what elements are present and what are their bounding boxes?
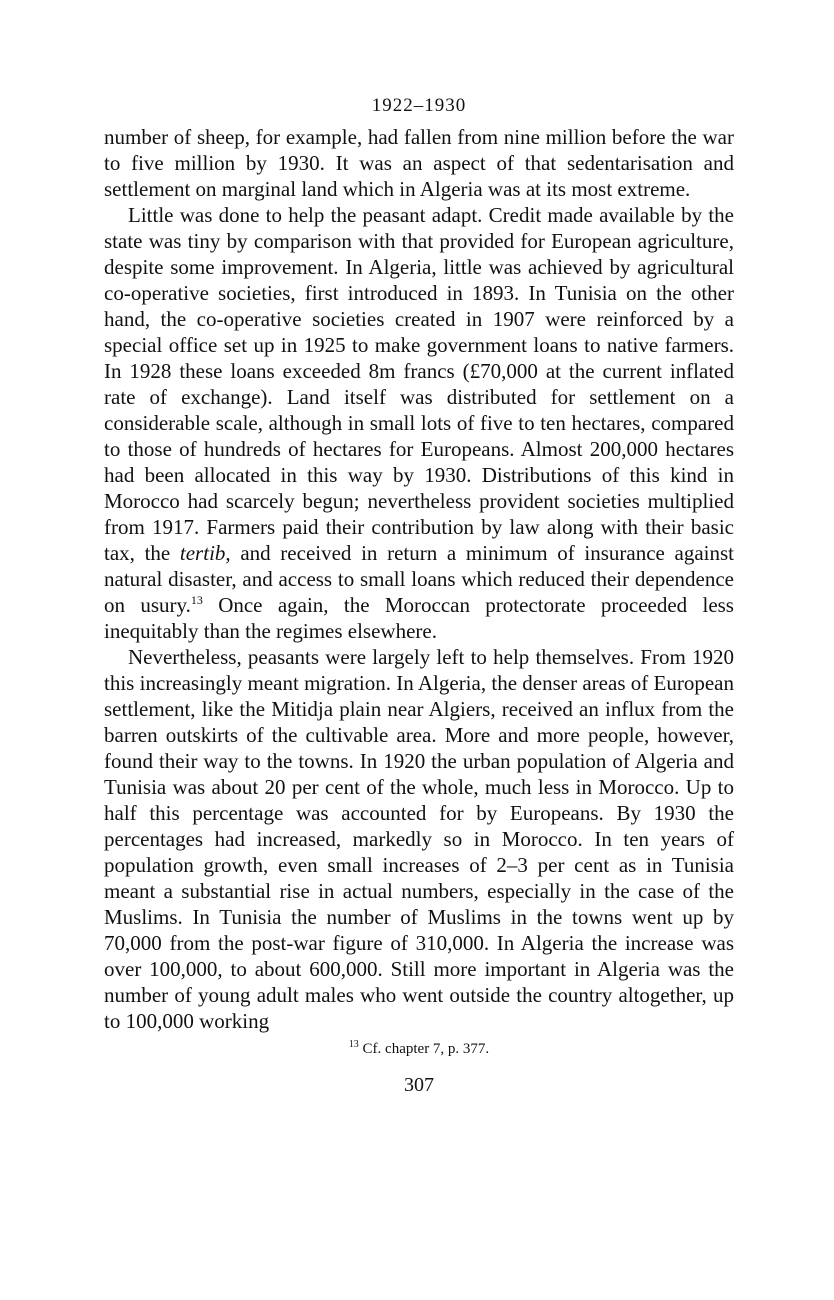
book-page (104, 88, 734, 1097)
paragraph-3: Nevertheless, peasants were largely left to help themselves. From 1920 this increasingly meant migration. In Algeria, the denser areas of European settlement, like the Mitidja plain near Algiers, received an influx from the barren outskirts of the cultivable area. More and more people, however, found their way to the towns. In 1920 the urban population of Algeria and Tunisia was about 20 per cent of the whole, much less in Morocco. Up to half this percentage was accounted for by Europeans. By 1930 the percentages had increased, markedly so in Morocco. In ten years of population growth, even small increases of 2–3 per cent as in Tunisia meant a substantial rise in actual numbers, especially in the case of the Muslims. In Tunisia the number of Muslims in the towns went up by 70,000 from the post-war figure of 310,000. In Algeria the increase was over 100,000, to about 600,000. Still more important in Algeria was the number of young adult males who went outside the country altogether, up to 100,000 working (104, 645, 734, 1033)
footnote-marker: 13 (348, 1039, 359, 1050)
paragraph-1: number of sheep, for example, had fallen from nine million before the war to five million by 1930. It was an aspect of that sedentarisation and settlement on marginal land which in Algeria was at its most extreme. (104, 125, 734, 201)
paragraph-2-text-a: Little was done to help the peasant adapt. Credit made available by the state was tiny by comparison with that provided for European agriculture, despite some improvement. In Algeria, little was achieved by agricultural co-operative societies, first introduced in 1893. In Tunisia on the other hand, the co-operative societies created in 1907 were reinforced by a special office set up in 1925 to make government loans to native farmers. In 1928 these loans exceeded 8m francs (£70,000 at the current inflated rate of exchange). Land itself was distributed for settlement on a considerable scale, although in small lots of five to ten hectares, compared to those of hundreds of hectares for Europeans. Almost 200,000 hectares had been allocated in this way by 1930. Distributions of this kind in Morocco had scarcely begun; nevertheless provident societies multiplied from 1917. Farmers paid their contribution by law along with their basic tax, the (104, 203, 734, 565)
body-text (104, 124, 734, 1034)
italic-term-tertib: tertib (179, 541, 226, 565)
footnote (104, 1038, 734, 1060)
paragraph-2 (104, 202, 734, 644)
footnote-reference: 13 (190, 593, 203, 607)
page-number: 307 (404, 1074, 434, 1096)
footnote-text: Cf. chapter 7, p. 377. (362, 1041, 490, 1057)
paragraph-2-text-b: , and received in return a minimum of insurance against natural disaster, and access to small loans which reduced their dependence on usury. (104, 541, 735, 617)
paragraph-2-text-c: Once again, the Moroccan protectorate proceeded less inequitably than the regimes elsewhere. (104, 593, 734, 643)
running-head: 1922–1930 (371, 95, 467, 116)
